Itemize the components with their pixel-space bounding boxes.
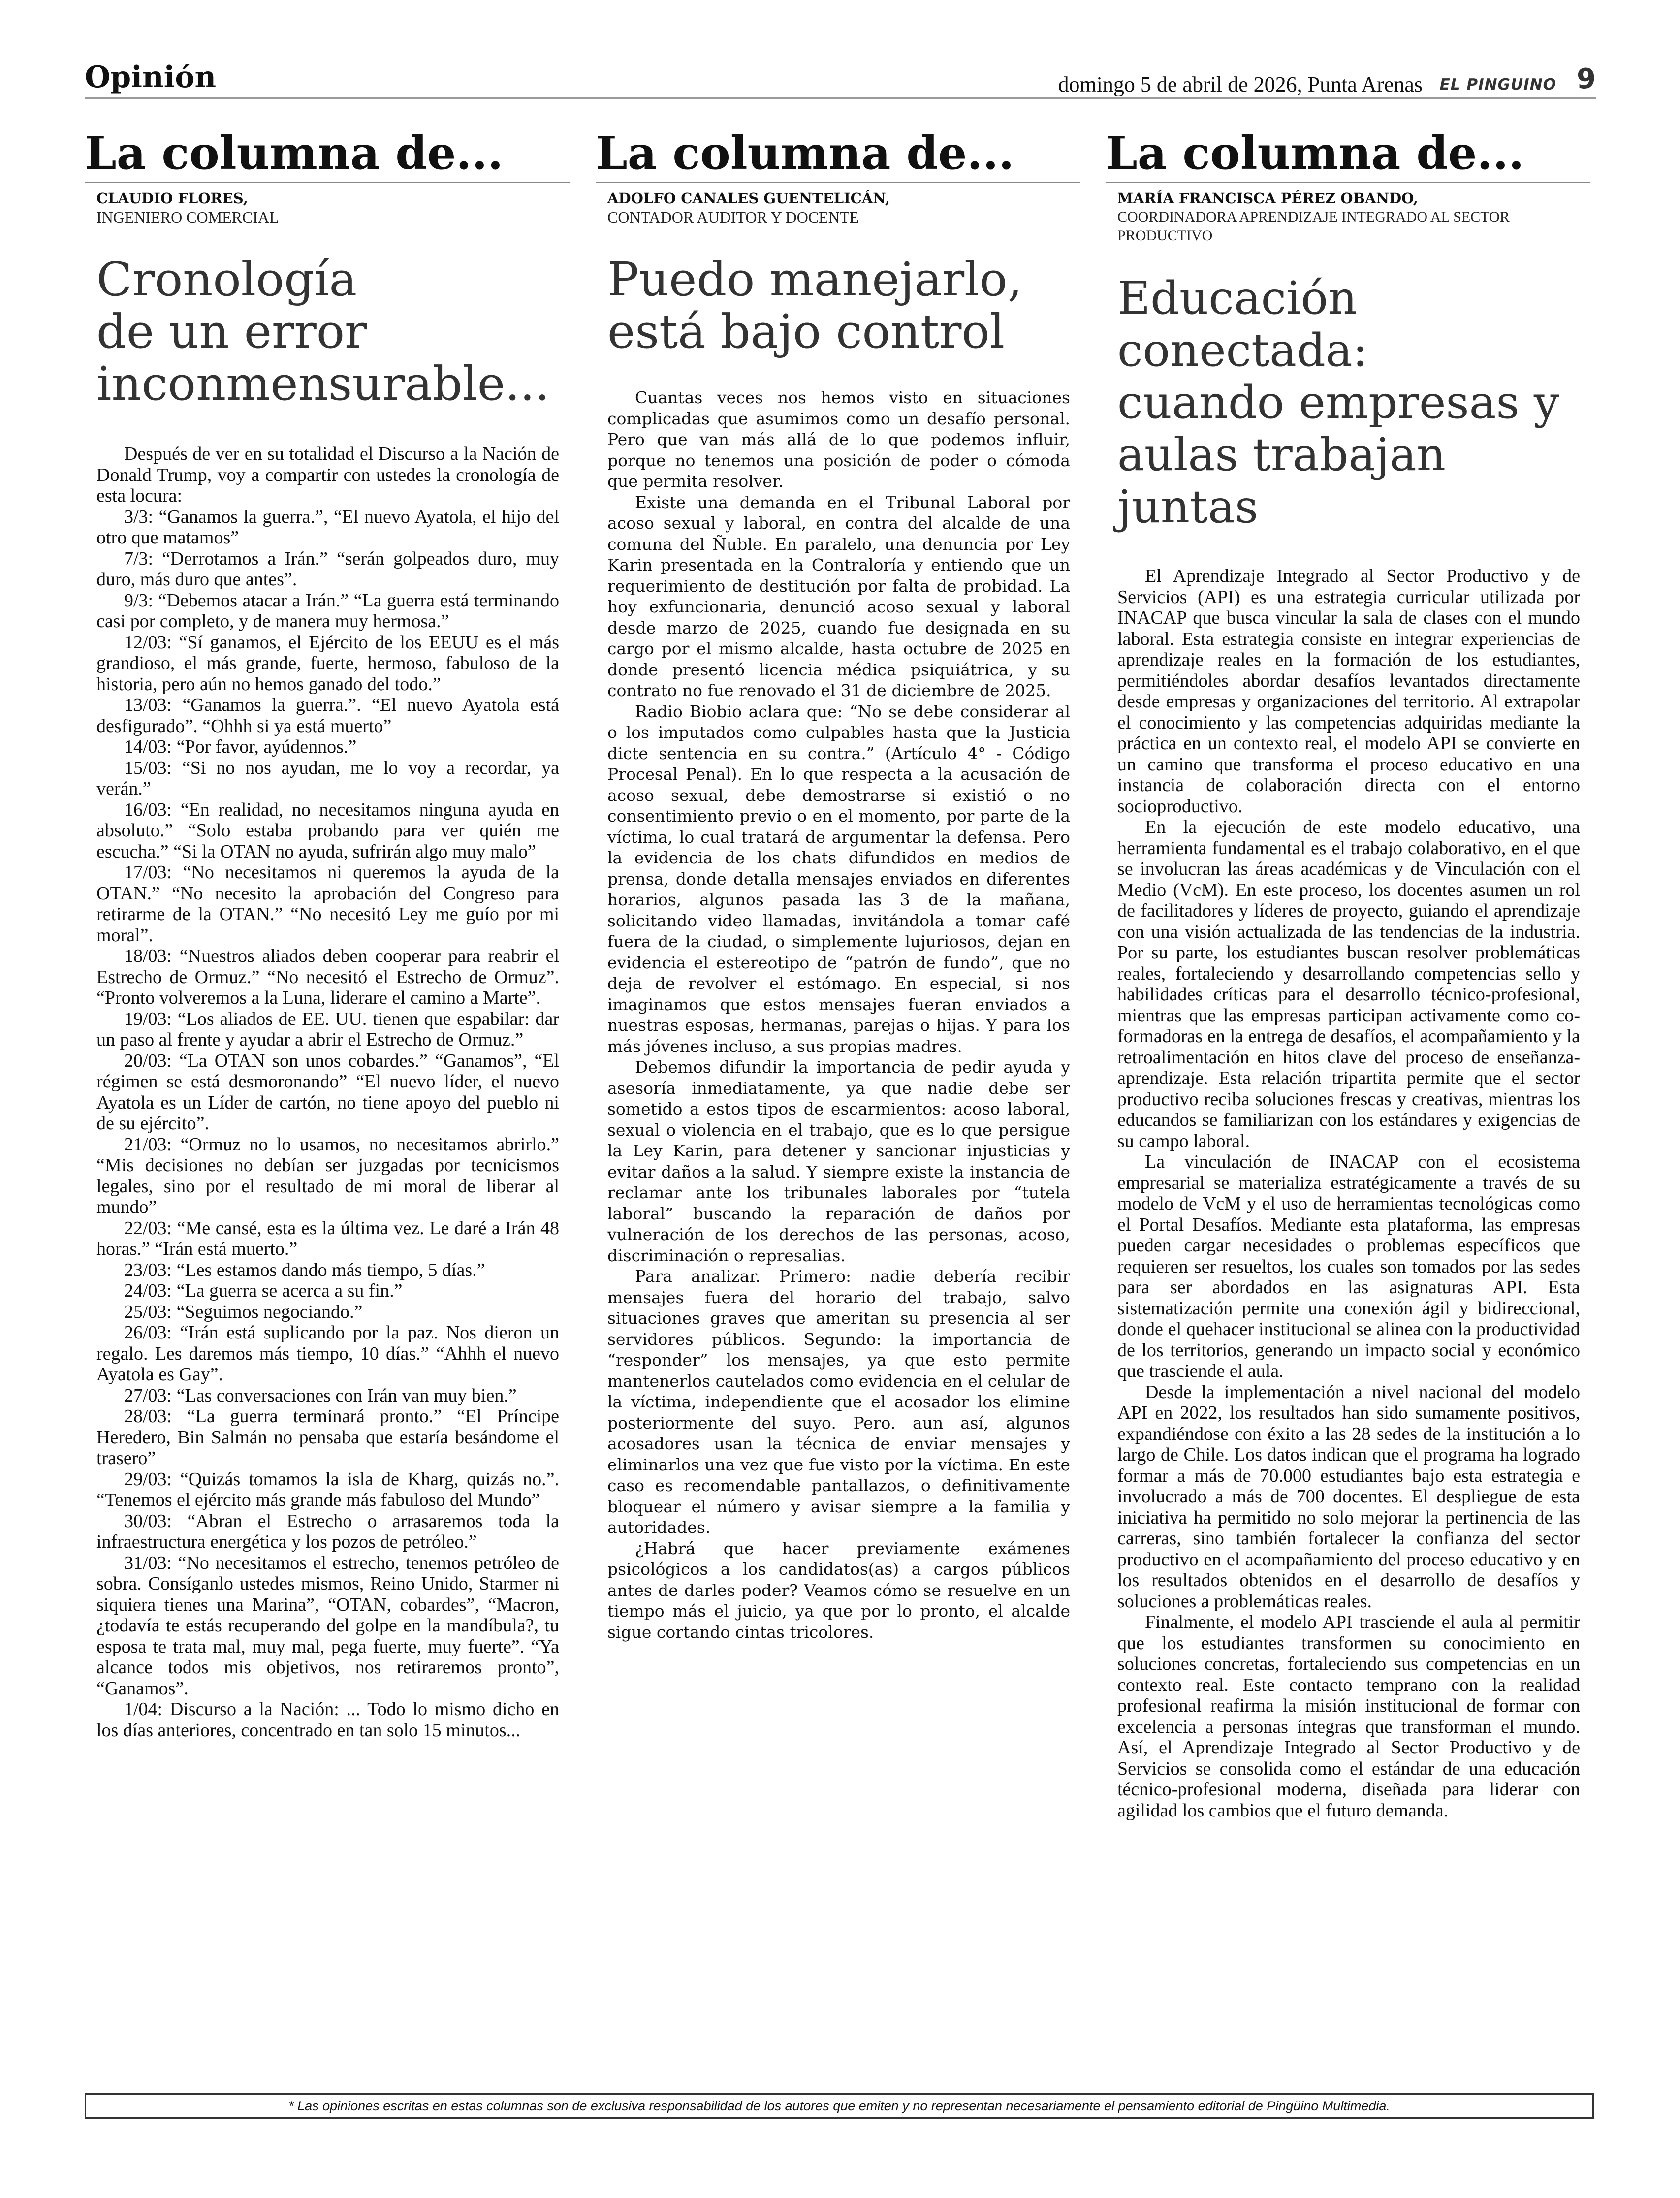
paragraph: Después de ver en su totalidad el Discurso a la Nación de Donald Trump, voy a compartir con ustedes la cronología de esta locura: <box>96 444 559 506</box>
title-line: Puedo manejarlo, <box>607 253 1022 307</box>
paragraph: Finalmente, el modelo API trasciende el aula al permitir que los estudiantes transformen su conocimiento en soluciones concretas, fortaleciendo sus competencias en un contexto real. Este contacto temprano con la realidad profesional reafirma la misión institucional de formar con excelencia a personas íntegras que transforman el mundo. Así, el Aprendizaje Integrado al Sector Productivo y de Servicios se consolida como el estándar de una educación técnico-profesional moderna, diseñada para liderar con agilidad los cambios que el futuro demanda. <box>1117 1612 1580 1821</box>
paragraph: 17/03: “No necesitamos ni queremos la ayuda de la OTAN.” “No necesito la aprobación del Congreso para retirarme de la OTAN.” “No necesitó Ley me guío por mi moral”. <box>96 862 559 946</box>
page-number: 9 <box>1577 63 1596 95</box>
author-name: CLAUDIO FLORES, <box>96 190 248 207</box>
article-body <box>1117 566 1580 1821</box>
paragraph: 30/03: “Abran el Estrecho o arrasaremos toda la infraestructura energética y los pozos de petróleo.” <box>96 1510 559 1552</box>
article-title <box>607 254 1080 358</box>
title-line: cuando empresas y <box>1117 376 1559 429</box>
title-line: Educación conectada: <box>1117 272 1368 377</box>
paragraph: 29/03: “Quizás tomamos la isla de Kharg, quizás no.”. “Tenemos el ejército más grande más fabuloso del Mundo” <box>96 1468 559 1510</box>
column-2 <box>596 127 1080 1643</box>
author-role: INGENIERO COMERCIAL <box>96 208 279 226</box>
paragraph: 23/03: “Les estamos dando más tiempo, 5 días.” <box>124 1259 485 1280</box>
paragraph: La vinculación de INACAP con el ecosistema empresarial se materializa estratégicamente a través de su modelo de VcM y el uso de herramientas tecnológicas como el Portal Desafíos. Mediante esta plataforma, las empresas pueden cargar necesidades o problemas específicos que requieren ser resueltos, los cuales son tomados por las sedes para ser abordados en las asignaturas API. Esta sistematización permite una conexión ágil y bidireccional, donde el quehacer institucional se alinea con la productividad de los territorios, generando un impacto social y económico que trasciende el aula. <box>1117 1151 1580 1381</box>
author-role: CONTADOR AUDITOR Y DOCENTE <box>607 208 859 226</box>
title-line: aulas trabajan juntas <box>1117 428 1446 533</box>
paragraph: 24/03: “La guerra se acerca a su fin.” <box>124 1280 403 1301</box>
paragraph: Desde la implementación a nivel nacional del modelo API en 2022, los resultados han sido sumamente positivos, expandiéndose con éxito a las 28 sedes de la institución a lo largo de Chile. Los datos indican que el programa ha logrado formar a más de 70.000 estudiantes bajo esta estrategia e involucrado a más de 700 docentes. El despliegue de esta iniciativa ha permitido no solo mejorar la pertinencia de las carreras, sino también fortalecer la confianza del sector productivo en el acompañamiento del proceso educativo y en los resultados obtenidos en el desarrollo de desafíos y soluciones a problemáticas reales. <box>1117 1381 1580 1612</box>
paragraph: 15/03: “Si no nos ayudan, me lo voy a recordar, ya verán.” <box>96 757 559 799</box>
paragraph: 3/3: “Ganamos la guerra.”, “El nuevo Ayatola, el hijo del otro que matamos” <box>96 506 559 548</box>
author-name: ADOLFO CANALES GUENTELICÁN, <box>607 190 890 207</box>
article-body <box>96 444 559 1741</box>
paragraph: Debemos difundir la importancia de pedir ayuda y asesoría inmediatamente, ya que nadie debe ser sometido a estos tipos de escarmientos: acoso laboral, sexual o violencia en el trabajo, que es lo que persigue la Ley Karin, para detener y sancionar injusticias y evitar daños a la salud. Y siempre existe la instancia de reclamar ante los tribunales laborales por “tutela laboral” buscando la reparación de daños por vulneración de los derechos de las personas, acoso, discriminación o represalias. <box>607 1057 1070 1265</box>
paragraph: 31/03: “No necesitamos el estrecho, tenemos petróleo de sobra. Consíganlo ustedes mismos, Reino Unido, Starmer ni siquiera tienes una Marina”, “OTAN, cobardes”, “Macron, ¿todavía te estás recuperando del golpe en la mandíbula?, tu esposa te trata mal, muy mal, pega fuerte, muy fuerte”. “Ya alcance todos mis objetivos, nos retiraremos pronto”, “Ganamos”. <box>96 1552 559 1699</box>
paragraph: En la ejecución de este modelo educativo, una herramienta fundamental es el trabajo colaborativo, en el que se involucran las áreas académicas y de Vinculación con el Medio (VcM). En este proceso, los docentes asumen un rol de facilitadores y líderes de proyecto, guiando el aprendizaje con una visión actualizada de las tendencias de la industria. Por su parte, los estudiantes buscan resolver problemáticas reales, fortaleciendo y desarrollando competencias sello y habilidades críticas para el desarrollo técnico-profesional, mientras que las empresas participan activamente como co-formadoras en la entrega de desafíos, el acompañamiento y la retroalimentación en hitos clave del proceso de enseñanza-aprendizaje. Esta relación tripartita permite que el sector productivo reciba soluciones frescas y creativas, mientras los educandos se familiarizan con los estándares y exigencias de su campo laboral. <box>1117 817 1580 1151</box>
paragraph: Radio Biobio aclara que: “No se debe considerar al o los imputados como culpables hasta que la Justicia dicte sentencia en su contra.” (Artículo 4° - Código Procesal Penal). En lo que respecta a la acusación de acoso sexual, debe demostrarse si existió o no consentimiento previo o en el momento, por parte de la víctima, lo cual tratará de argumentar la defensa. Pero la evidencia de los chats difundidos en medios de prensa, donde detalla mensajes enviados en diferentes horarios, algunos pasada las 3 de la mañana, solicitando video llamadas, invitándola a tomar café fuera de la ciudad, o simplemente lujuriosos, dejan en evidencia el estereotipo de “patrón de fundo”, que no deja de revolver el estómago. En especial, si nos imaginamos que estos mensajes fueran enviados a nuestras esposas, hermanas, parejas o hijas. Y para los más jóvenes incluso, a sus propias madres. <box>607 701 1070 1056</box>
column-3 <box>1106 127 1590 1821</box>
paragraph: Existe una demanda en el Tribunal Laboral por acoso sexual y laboral, en contra del alcalde de una comuna del Ñuble. En paralelo, una denuncia por Ley Karin presentada en la Contraloría y entiendo que un requerimiento de destitución por falta de probidad. La hoy exfuncionaria, denunció acoso sexual y laboral desde marzo de 2025, cuando fue designada en su cargo por el mismo alcalde, hasta octubre de 2025 en donde presentó licencia médica psiquiátrica, y su contrato no fue renovado el 31 de diciembre de 2025. <box>607 492 1070 700</box>
paragraph: Para analizar. Primero: nadie debería recibir mensajes fuera del horario del trabajo, salvo situaciones graves que ameritan su presencia al ser servidores públicos. Segundo: la importancia de “responder” los mensajes, ya que esto permite mantenerlos cautelados como evidencia en el celular de la víctima, independiente que el acosador los elimine posteriormente del suyo. Pero. aun así, algunos acosadores usan la técnica de enviar mensajes y eliminarlos una vez que fue visto por la víctima. En este caso es recomendable pantallazos, o definitivamente bloquear el número y avisar siempre a la familia y autoridades. <box>607 1267 1070 1537</box>
masthead <box>85 59 1596 99</box>
article-body <box>607 387 1070 1643</box>
dateline: domingo 5 de abril de 2026, Punta Arenas <box>1058 72 1423 96</box>
paragraph: 22/03: “Me cansé, esta es la última vez. Le daré a Irán 48 horas.” “Irán está muerto.” <box>96 1217 559 1259</box>
author-role: COORDINADORA APRENDIZAJE INTEGRADO AL SECTOR PRODUCTIVO <box>1117 209 1510 244</box>
article-title <box>96 254 570 410</box>
paragraph: 16/03: “En realidad, no necesitamos ninguna ayuda en absoluto.” “Solo estaba probando para ver quién me escucha.” “Si la OTAN no ayuda, sufrirán algo muy malo” <box>96 799 559 862</box>
paragraph: 14/03: “Por favor, ayúdennos.” <box>124 736 357 757</box>
paragraph: 12/03: “Sí ganamos, el Ejército de los EEUU es el más grandioso, el más grande, fuerte, hermoso, fabuloso de la historia, pero aún no hemos ganado del todo.” <box>96 632 559 695</box>
paragraph: 20/03: “La OTAN son unos cobardes.” “Ganamos”, “El régimen se está desmoronando” “El nuevo líder, el nuevo Ayatola es un Líder de cartón, no tiene apoyo del pueblo ni de su ejército”. <box>96 1050 559 1134</box>
paragraph: 18/03: “Nuestros aliados deben cooperar para reabrir el Estrecho de Ormuz.” “No necesitó el Estrecho de Ormuz”. “Pronto volveremos a la Luna, liderare el camino a Marte”. <box>96 946 559 1008</box>
column-heading: La columna de... <box>85 130 570 183</box>
paragraph: 19/03: “Los aliados de EE. UU. tienen que espabilar: dar un paso al frente y ayudar a abrir el Estrecho de Ormuz.” <box>96 1008 559 1050</box>
paragraph: 13/03: “Ganamos la guerra.”. “El nuevo Ayatola está desfigurado”. “Ohhh si ya está muerto” <box>96 695 559 736</box>
paragraph: 1/04: Discurso a la Nación: ... Todo lo mismo dicho en los días anteriores, concentrado en tan solo 15 minutos... <box>96 1699 559 1741</box>
title-line: Cronología <box>96 253 357 307</box>
paragraph: 7/3: “Derrotamos a Irán.” “serán golpeados duro, muy duro, más duro que antes”. <box>96 548 559 590</box>
section-name: Opinión <box>85 60 217 95</box>
title-line: de un error <box>96 305 367 359</box>
paragraph: 27/03: “Las conversaciones con Irán van muy bien.” <box>124 1385 517 1406</box>
author-name: MARÍA FRANCISCA PÉREZ OBANDO, <box>1117 190 1418 207</box>
paragraph: 26/03: “Irán está suplicando por la paz. Nos dieron un regalo. Les daremos más tiempo, 10 días.” “Ahhh el nuevo Ayatola es Gay”. <box>96 1322 559 1385</box>
paragraph: 21/03: “Ormuz no lo usamos, no necesitamos abrirlo.” “Mis decisiones no debían ser juzgadas por tecnicismos legales, sino por el resultado de mi moral de liberar al mundo” <box>96 1134 559 1217</box>
column-heading: La columna de... <box>1106 130 1590 183</box>
column-1 <box>85 127 570 1741</box>
title-line: inconmensurable... <box>96 357 550 411</box>
footer-disclaimer: * Las opiniones escritas en estas columnas son de exclusiva responsabilidad de los autores que emiten y no representan necesariamente el pensamiento editorial de Pingüino Multimedia. <box>85 2093 1594 2119</box>
paragraph: El Aprendizaje Integrado al Sector Productivo y de Servicios (API) es una estrategia curricular utilizada por INACAP que busca vincular la sala de clases con el mundo laboral. Esta estrategia consiste en integrar experiencias de aprendizaje reales en la formación de los estudiantes, permitiéndoles abordar desafíos levantados directamente desde empresas y organizaciones del territorio. Al extrapolar el conocimiento y las competencias adquiridas mediante la práctica en un contexto real, el modelo API se convierte en un camino que transforma el proceso educativo en una instancia de colaboración directa con el entorno socioproductivo. <box>1117 566 1580 817</box>
brand-logo: EL PINGUINO <box>1439 76 1556 94</box>
paragraph: 25/03: “Seguimos negociando.” <box>124 1301 363 1322</box>
column-heading: La columna de... <box>596 130 1080 183</box>
paragraph: Cuantas veces nos hemos visto en situaciones complicadas que asumimos como un desafío personal. Pero que van más allá de lo que podemos influir, porque no tenemos una posición de poder o cómoda que permita resolver. <box>607 388 1070 491</box>
paragraph: 9/3: “Debemos atacar a Irán.” “La guerra está terminando casi por completo, y de manera muy hermosa.” <box>96 590 559 632</box>
paragraph: ¿Habrá que hacer previamente exámenes psicológicos a los candidatos(as) a cargos públicos antes de darles poder? Veamos cómo se resuelve en un tiempo más el juicio, ya que por lo pronto, el alcalde sigue cortando cintas tricolores. <box>607 1538 1070 1642</box>
paragraph: 28/03: “La guerra terminará pronto.” “El Príncipe Heredero, Bin Salmán no pensaba que estaría besándome el trasero” <box>96 1406 559 1468</box>
title-line: está bajo control <box>607 305 1005 359</box>
article-title <box>1117 272 1590 533</box>
